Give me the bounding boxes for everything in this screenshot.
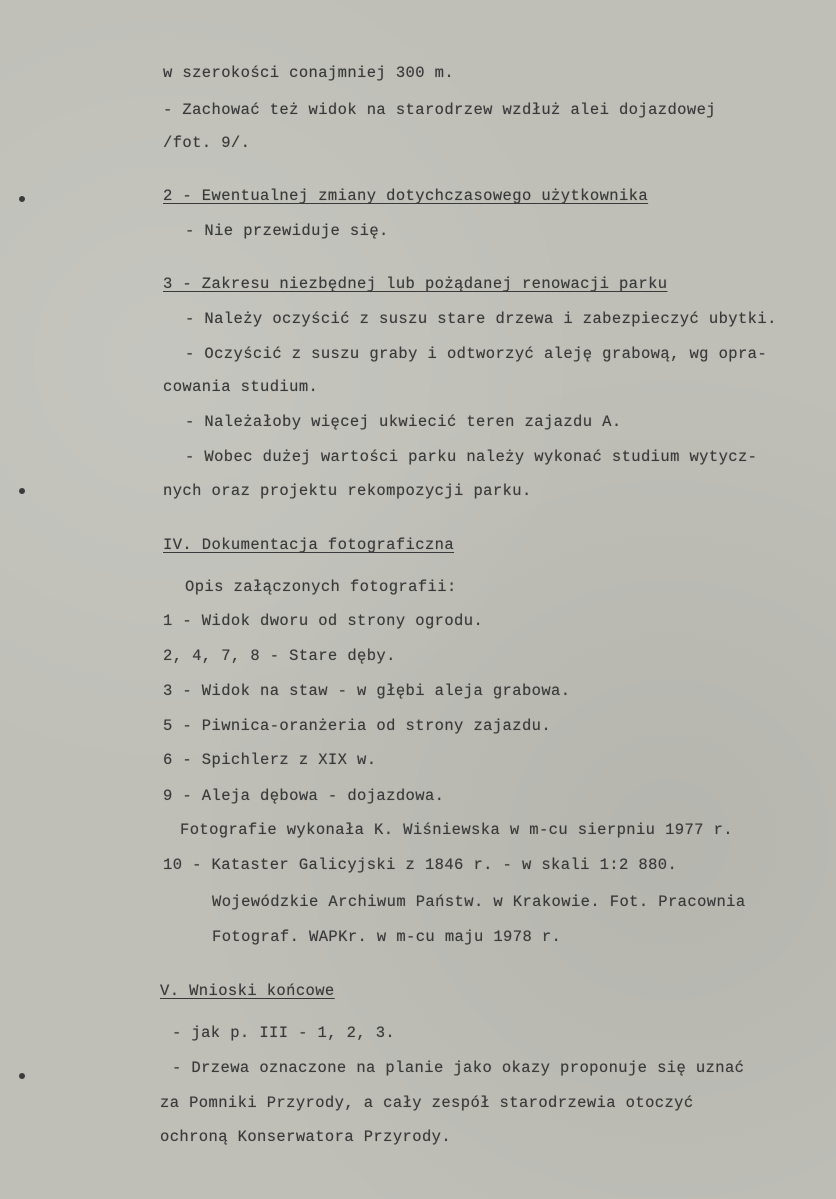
section-heading-v: V. Wnioski końcowe xyxy=(160,982,335,1000)
text-line: Fotograf. WAPKr. w m-cu maju 1978 r. xyxy=(212,928,562,946)
text-line: - Oczyścić z suszu graby i odtworzyć aleję grabową, wg opra- xyxy=(185,345,768,363)
punch-hole-mark xyxy=(19,1073,25,1079)
section-heading-iv: IV. Dokumentacja fotograficzna xyxy=(163,536,455,554)
text-line: za Pomniki Przyrody, a cały zespół starodrzewia otoczyć xyxy=(160,1094,694,1112)
text-line: /fot. 9/. xyxy=(163,134,251,152)
text-line: - jak p. III - 1, 2, 3. xyxy=(172,1024,396,1042)
text-line: - Należałoby więcej ukwiecić teren zajazdu A. xyxy=(185,413,622,431)
photo-caption: 5 - Piwnica-oranżeria od strony zajazdu. xyxy=(163,717,552,735)
text-line: Opis załączonych fotografii: xyxy=(185,578,457,596)
text-line: - Wobec dużej wartości parku należy wykonać studium wytycz- xyxy=(185,448,758,466)
photo-caption: 3 - Widok na staw - w głębi aleja grabowa. xyxy=(163,682,571,700)
text-line: cowania studium. xyxy=(163,378,319,396)
text-line: - Drzewa oznaczone na planie jako okazy proponuje się uznać xyxy=(172,1059,745,1077)
punch-hole-mark xyxy=(19,196,25,202)
text-line: - Należy oczyścić z suszu stare drzewa i zabezpieczyć ubytki. xyxy=(185,310,777,328)
photo-caption: 1 - Widok dworu od strony ogrodu. xyxy=(163,612,484,630)
text-line: w szerokości conajmniej 300 m. xyxy=(163,64,455,82)
text-line: - Zachować też widok na starodrzew wzdłuż alei dojazdowej xyxy=(163,101,716,119)
text-line: nych oraz projektu rekompozycji parku. xyxy=(163,482,532,500)
text-line: ochroną Konserwatora Przyrody. xyxy=(160,1128,452,1146)
punch-hole-mark xyxy=(19,488,25,494)
text-line: - Nie przewiduje się. xyxy=(185,222,389,240)
section-heading-3: 3 - Zakresu niezbędnej lub pożądanej renowacji parku xyxy=(163,275,668,293)
text-line: Wojewódzkie Archiwum Państw. w Krakowie. Fot. Pracownia xyxy=(212,893,746,911)
photo-caption: 10 - Kataster Galicyjski z 1846 r. - w skali 1:2 880. xyxy=(163,856,678,874)
photo-caption: 6 - Spichlerz z XIX w. xyxy=(163,751,377,769)
photo-caption: 9 - Aleja dębowa - dojazdowa. xyxy=(163,787,445,805)
text-line: Fotografie wykonała K. Wiśniewska w m-cu sierpniu 1977 r. xyxy=(180,821,733,839)
photo-caption: 2, 4, 7, 8 - Stare dęby. xyxy=(163,647,396,665)
section-heading-2: 2 - Ewentualnej zmiany dotychczasowego użytkownika xyxy=(163,187,649,205)
